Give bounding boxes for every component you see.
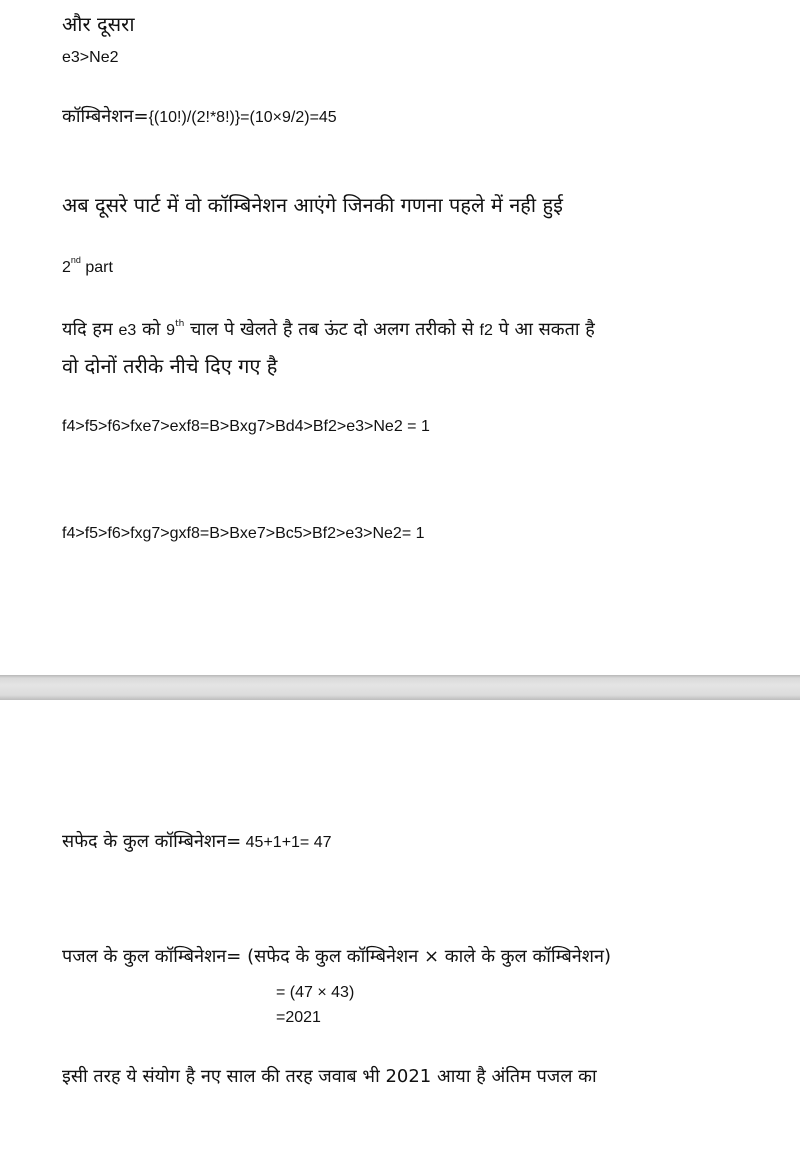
part2-ordinal-suffix: nd <box>70 255 81 265</box>
document-page-2 <box>0 700 800 1171</box>
case-text-part-e: चाल पे खेलते है तब ऊंट दो अलग तरीको से <box>184 319 480 340</box>
white-total-line <box>62 831 332 853</box>
case-description-line-2: वो दोनों तरीके नीचे दिए गए है <box>62 354 278 378</box>
puzzle-total-line <box>62 946 611 968</box>
part2-number: 2 <box>62 259 71 276</box>
move-sequence-1: f4>f5>f6>fxe7>exf8=B>Bxg7>Bd4>Bf2>e3>Ne2 = 1 <box>62 418 430 435</box>
case-text-part-g: पे आ सकता है <box>492 319 595 340</box>
white-total-label: सफेद के कुल कॉम्बिनेशन= <box>62 831 242 852</box>
result-line: =2021 <box>276 1009 321 1026</box>
heading-aur-dusra: और दूसरा <box>62 12 135 36</box>
puzzle-total-formula: (सफेद के कुल कॉम्बिनेशन × काले के कुल कॉम्बिनेशन) <box>241 946 612 967</box>
puzzle-total-label: पजल के कुल कॉम्बिनेशन= <box>62 946 242 967</box>
combination-line <box>62 106 337 128</box>
case-square-f2: f2 <box>479 322 493 339</box>
part2-heading <box>62 255 113 277</box>
combination-label: कॉम्बिनेशन= <box>62 106 149 127</box>
case-text-part-a: यदि हम <box>62 319 119 340</box>
part2-word: part <box>80 259 113 276</box>
product-line: = (47 × 43) <box>276 984 355 1001</box>
case-move-e3: e3 <box>118 322 137 339</box>
case-move-number: 9 <box>166 322 176 339</box>
move-e3-ne2: e3>Ne2 <box>62 49 119 66</box>
part2-intro-text: अब दूसरे पार्ट में वो कॉम्बिनेशन आएंगे जिनकी गणना पहले में नही हुई <box>62 193 563 217</box>
move-sequence-2: f4>f5>f6>fxg7>gxf8=B>Bxe7>Bc5>Bf2>e3>Ne2= 1 <box>62 525 425 542</box>
case-ordinal-suffix: th <box>175 319 185 329</box>
case-text-part-c: को <box>136 319 167 340</box>
page-separator <box>0 675 800 700</box>
white-total-value: 45+1+1= 47 <box>241 834 332 851</box>
combination-formula: {(10!)/(2!*8!)}=(10×9/2)=45 <box>148 109 337 126</box>
case-description-line-1 <box>62 319 595 341</box>
conclusion-text: इसी तरह ये संयोग है नए साल की तरह जवाब भी 2021 आया है अंतिम पजल का <box>62 1066 597 1087</box>
